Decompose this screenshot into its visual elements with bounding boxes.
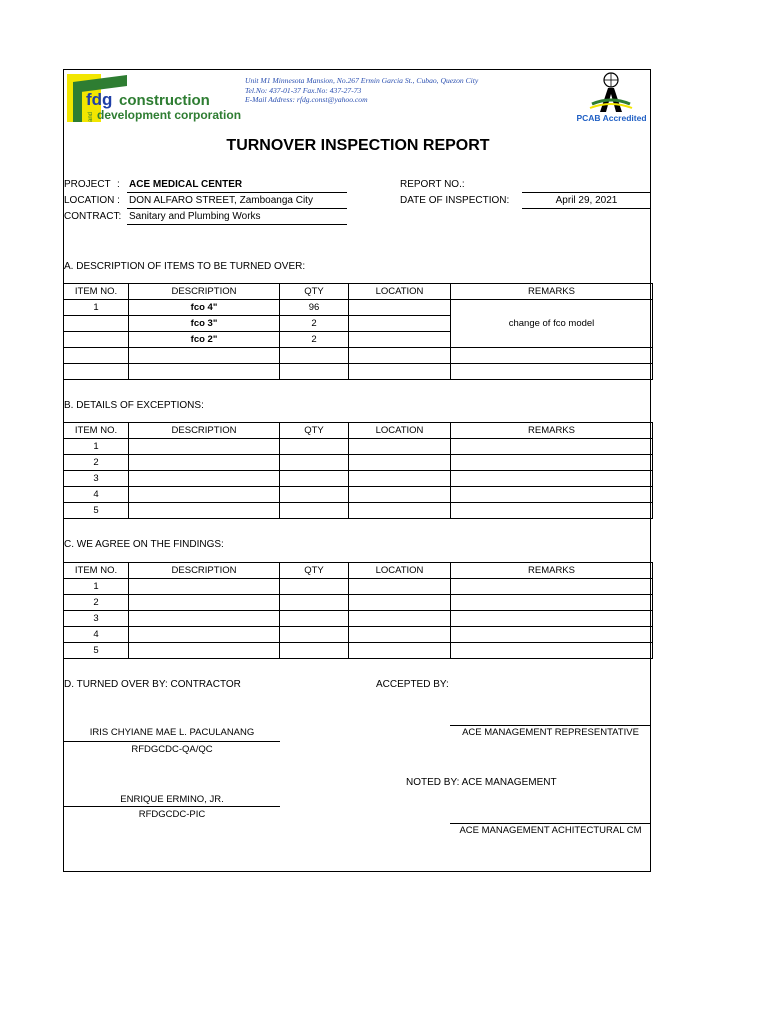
table-row — [64, 471, 653, 487]
description-cell — [129, 595, 280, 611]
location-cell — [349, 611, 451, 627]
report-no-label: REPORT NO.: — [400, 179, 465, 190]
qty-cell — [280, 364, 349, 380]
qty-cell — [280, 579, 349, 595]
logo-word-construction: construction — [119, 92, 210, 109]
exceptions-table — [63, 422, 653, 519]
location-underline — [127, 208, 347, 209]
signature-line — [450, 725, 651, 726]
location-cell — [349, 487, 451, 503]
project-underline — [127, 192, 347, 193]
item-no-cell: 3 — [64, 611, 129, 627]
signer1-title: RFDGCDC-QA/QC — [131, 744, 213, 755]
item-no-cell: 1 — [64, 300, 129, 316]
qty-cell — [280, 627, 349, 643]
column-header: ITEM NO. — [64, 284, 129, 300]
table-row — [64, 455, 653, 471]
qty-cell — [280, 611, 349, 627]
remarks-cell — [451, 579, 653, 595]
address-phone: Tel.No: 437-01-37 Fax.No: 437-27-73 — [245, 85, 362, 95]
section-b-heading: B. DETAILS OF EXCEPTIONS: — [64, 400, 204, 411]
qty-cell — [280, 487, 349, 503]
table-row — [64, 579, 653, 595]
item-no-cell: 3 — [64, 471, 129, 487]
location-cell — [349, 455, 451, 471]
report-title: TURNOVER INSPECTION REPORT — [226, 137, 490, 154]
signature-line — [450, 823, 651, 824]
accept-representative: ACE MANAGEMENT REPRESENTATIVE — [462, 727, 639, 738]
description-cell — [129, 439, 280, 455]
qty-cell: 2 — [280, 332, 349, 348]
description-cell — [129, 611, 280, 627]
qty-cell — [280, 439, 349, 455]
qty-cell — [280, 455, 349, 471]
description-cell — [129, 627, 280, 643]
description-cell: fco 2" — [129, 332, 280, 348]
remarks-cell — [451, 348, 653, 364]
item-no-cell: 1 — [64, 439, 129, 455]
table-row — [64, 364, 653, 380]
remarks-cell — [451, 503, 653, 519]
noted-representative: ACE MANAGEMENT ACHITECTURAL CM — [459, 825, 642, 836]
table-row — [64, 643, 653, 659]
remarks-cell — [451, 595, 653, 611]
remarks-cell — [451, 455, 653, 471]
table-row — [64, 487, 653, 503]
location-cell — [349, 332, 451, 348]
contract-value: Sanitary and Plumbing Works — [129, 211, 261, 222]
column-header: REMARKS — [451, 284, 653, 300]
item-no-cell: 4 — [64, 627, 129, 643]
signer1-name: IRIS CHYIANE MAE L. PACULANANG — [89, 727, 255, 738]
pcab-label: PCAB Accredited — [576, 113, 647, 123]
table-header-row — [64, 563, 653, 579]
column-header: DESCRIPTION — [129, 423, 280, 439]
item-no-cell: 2 — [64, 595, 129, 611]
column-header: ITEM NO. — [64, 423, 129, 439]
location-cell — [349, 300, 451, 316]
company-address — [245, 76, 478, 105]
item-no-cell — [64, 348, 129, 364]
remarks-cell — [451, 643, 653, 659]
location-cell — [349, 643, 451, 659]
table-row — [64, 595, 653, 611]
section-c-heading: C. WE AGREE ON THE FINDINGS: — [64, 539, 224, 550]
contract-underline — [127, 224, 347, 225]
description-cell — [129, 643, 280, 659]
location-cell — [349, 627, 451, 643]
column-header: DESCRIPTION — [129, 563, 280, 579]
column-header: LOCATION — [349, 284, 451, 300]
location-cell — [349, 364, 451, 380]
column-header: QTY — [280, 284, 349, 300]
item-no-cell — [64, 332, 129, 348]
item-no-cell — [64, 364, 129, 380]
noted-by-label: NOTED BY: ACE MANAGEMENT — [406, 777, 557, 788]
column-header: DESCRIPTION — [129, 284, 280, 300]
column-header: LOCATION — [349, 563, 451, 579]
table-row — [64, 439, 653, 455]
pcab-seal-icon — [572, 70, 651, 114]
table-header-row — [64, 423, 653, 439]
table-header-row — [64, 284, 653, 300]
remarks-cell — [451, 627, 653, 643]
column-header: ITEM NO. — [64, 563, 129, 579]
contract-label: CONTRACT: — [64, 211, 122, 222]
column-header: LOCATION — [349, 423, 451, 439]
location-cell — [349, 439, 451, 455]
location-label: LOCATION : — [64, 195, 120, 206]
column-header: REMARKS — [451, 423, 653, 439]
remarks-cell: change of fco model — [451, 300, 653, 348]
qty-cell: 96 — [280, 300, 349, 316]
description-cell: fco 3" — [129, 316, 280, 332]
description-cell — [129, 471, 280, 487]
signature-line — [64, 806, 280, 807]
location-value: DON ALFARO STREET, Zamboanga City — [129, 195, 313, 206]
location-cell — [349, 348, 451, 364]
column-header: QTY — [280, 423, 349, 439]
location-cell — [349, 595, 451, 611]
signature-line — [64, 741, 280, 742]
pcab-badge — [572, 70, 651, 126]
remarks-cell — [451, 364, 653, 380]
location-cell — [349, 503, 451, 519]
remarks-cell — [451, 611, 653, 627]
remarks-cell — [451, 471, 653, 487]
logo-word-and: and — [88, 111, 94, 122]
item-no-cell: 2 — [64, 455, 129, 471]
item-no-cell — [64, 316, 129, 332]
section-a-heading: A. DESCRIPTION OF ITEMS TO BE TURNED OVER: — [64, 261, 306, 272]
table-row — [64, 611, 653, 627]
items-table — [63, 283, 653, 380]
column-header: QTY — [280, 563, 349, 579]
qty-cell — [280, 348, 349, 364]
report-no-underline — [522, 192, 651, 193]
address-email: E-Mail Address: rfdg.const@yahoo.com — [245, 95, 368, 105]
logo-graphic — [67, 72, 242, 124]
location-cell — [349, 316, 451, 332]
item-no-cell: 1 — [64, 579, 129, 595]
qty-cell — [280, 595, 349, 611]
qty-cell — [280, 503, 349, 519]
date-underline — [522, 208, 651, 209]
table-row — [64, 503, 653, 519]
description-cell — [129, 348, 280, 364]
project-label: PROJECT — [64, 179, 111, 190]
date-value: April 29, 2021 — [555, 195, 618, 206]
description-cell: fco 4" — [129, 300, 280, 316]
address-line: Unit M1 Minnesota Mansion, No.267 Ermin Garcia St., Cubao, Quezon City — [245, 76, 479, 85]
table-row — [64, 348, 653, 364]
description-cell — [129, 455, 280, 471]
table-row — [64, 300, 653, 316]
section-d-heading: D. TURNED OVER BY: CONTRACTOR — [64, 679, 241, 690]
accepted-by-label: ACCEPTED BY: — [376, 679, 449, 690]
description-cell — [129, 364, 280, 380]
date-label: DATE OF INSPECTION: — [400, 195, 510, 206]
qty-cell — [280, 471, 349, 487]
findings-table — [63, 562, 653, 659]
remarks-cell — [451, 487, 653, 503]
location-cell — [349, 471, 451, 487]
company-logo — [67, 72, 242, 124]
project-value: ACE MEDICAL CENTER — [129, 179, 243, 190]
item-no-cell: 5 — [64, 503, 129, 519]
project-separator: : — [117, 179, 120, 190]
signer2-name: ENRIQUE ERMINO, JR. — [120, 794, 224, 805]
logo-word-development: development corporation — [97, 108, 242, 122]
item-no-cell: 5 — [64, 643, 129, 659]
signer2-title: RFDGCDC-PIC — [138, 809, 206, 820]
item-no-cell: 4 — [64, 487, 129, 503]
table-row — [64, 627, 653, 643]
logo-word-fdg: fdg — [86, 90, 113, 109]
description-cell — [129, 487, 280, 503]
remarks-cell — [451, 439, 653, 455]
description-cell — [129, 503, 280, 519]
column-header: REMARKS — [451, 563, 653, 579]
qty-cell: 2 — [280, 316, 349, 332]
qty-cell — [280, 643, 349, 659]
location-cell — [349, 579, 451, 595]
description-cell — [129, 579, 280, 595]
